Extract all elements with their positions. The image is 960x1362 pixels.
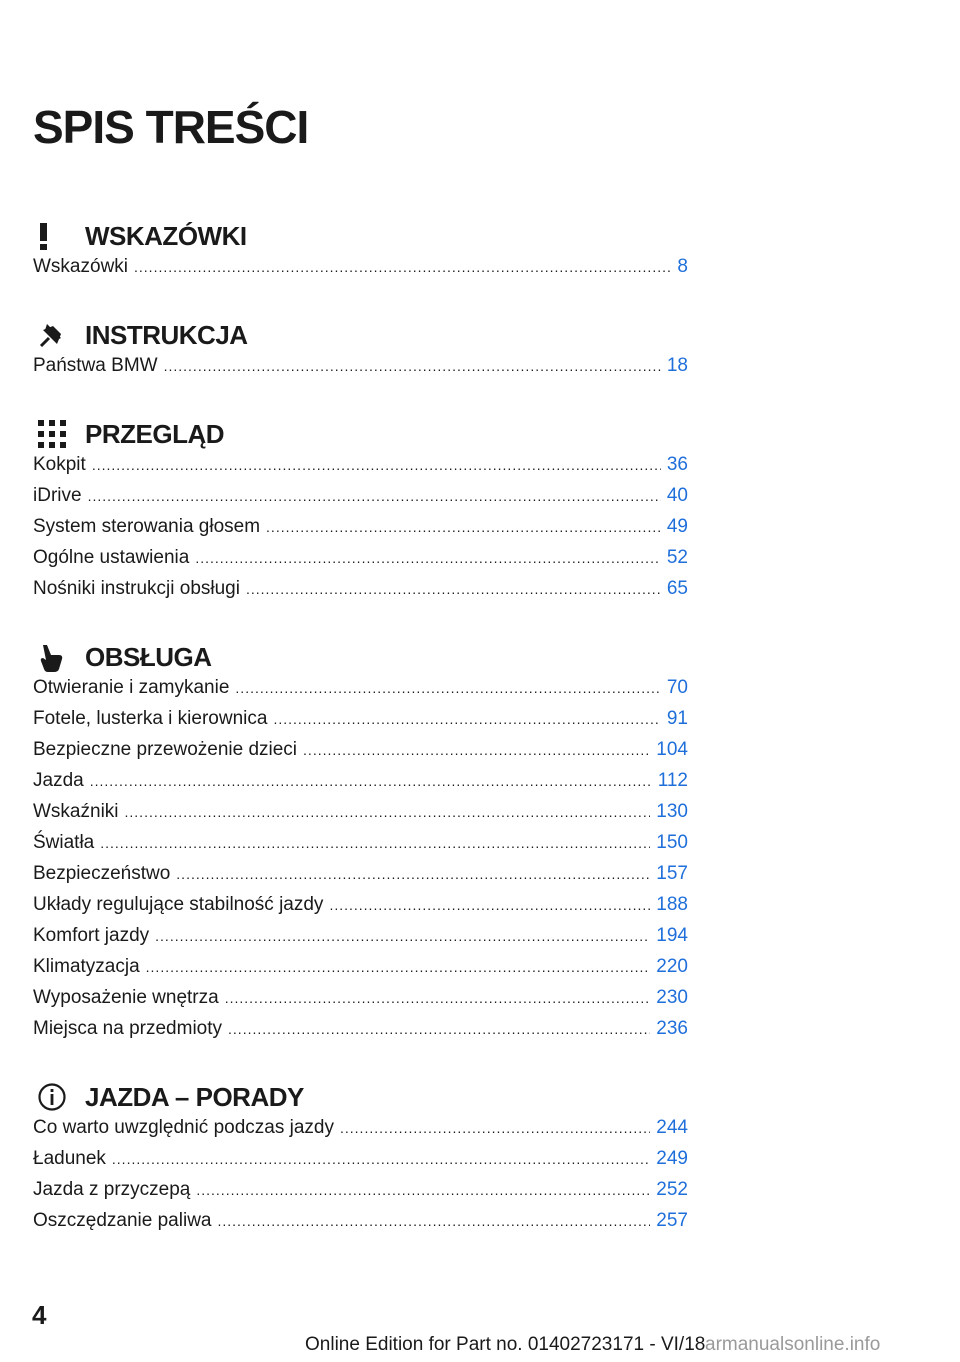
toc-entry[interactable] — [33, 256, 688, 287]
dot-leader — [164, 358, 661, 374]
toc-entry-title: Jazda — [33, 770, 84, 791]
dot-leader — [112, 1151, 650, 1167]
dot-leader — [246, 581, 661, 597]
hand-pointer-icon — [33, 641, 73, 673]
toc-entry[interactable] — [33, 454, 688, 485]
toc-entry-title: Otwieranie i zamykanie — [33, 677, 230, 698]
toc-entry[interactable] — [33, 832, 688, 863]
section-title: WSKAZÓWKI — [85, 220, 247, 251]
page-number: 4 — [32, 1300, 47, 1330]
dot-leader — [273, 711, 660, 727]
dot-leader — [217, 1213, 650, 1229]
toc-entry[interactable] — [33, 547, 688, 578]
toc-entry-page[interactable]: 230 — [656, 987, 688, 1008]
toc-entry-title: Klimatyzacja — [33, 956, 140, 977]
section-title: PRZEGLĄD — [85, 418, 224, 449]
toc-entry[interactable] — [33, 894, 688, 925]
toc-entry-title: Wyposażenie wnętrza — [33, 987, 219, 1008]
toc-entry-title: Ogólne ustawienia — [33, 547, 190, 568]
toc-entry[interactable] — [33, 1148, 688, 1179]
toc-entry-title: Światła — [33, 832, 95, 853]
toc-entry[interactable] — [33, 1117, 688, 1148]
section-obsluga — [33, 639, 688, 1049]
section-header — [33, 416, 688, 452]
info-circle-icon — [33, 1081, 73, 1113]
toc-entry-page[interactable]: 244 — [656, 1117, 688, 1138]
exclamation-icon — [33, 220, 73, 252]
dot-leader — [303, 742, 650, 758]
toc-entry[interactable] — [33, 770, 688, 801]
dot-leader — [134, 259, 671, 275]
section-jazda-porady — [33, 1079, 688, 1241]
toc-entry-title: System sterowania głosem — [33, 516, 261, 537]
toc-entry-title: Bezpieczeństwo — [33, 863, 171, 884]
dot-leader — [92, 457, 661, 473]
section-instrukcja — [33, 317, 688, 386]
table-of-contents — [33, 218, 688, 1241]
toc-entry-page[interactable]: 8 — [677, 256, 688, 277]
dot-leader — [225, 990, 651, 1006]
dot-leader — [90, 773, 652, 789]
toc-entry-title: Ładunek — [33, 1148, 106, 1169]
toc-entry-title: Kokpit — [33, 454, 86, 475]
pin-icon — [33, 319, 73, 351]
toc-entry[interactable] — [33, 355, 688, 386]
toc-entry-page[interactable]: 104 — [656, 739, 688, 760]
watermark: armanualsonline.info — [705, 1334, 881, 1355]
toc-entry-title: Wskaźniki — [33, 801, 119, 822]
toc-entry-page[interactable]: 130 — [656, 801, 688, 822]
toc-entry-title: Wskazówki — [33, 256, 129, 277]
toc-entry-title: Komfort jazdy — [33, 925, 150, 946]
toc-entry-page[interactable]: 52 — [666, 547, 688, 568]
toc-entry[interactable] — [33, 925, 688, 956]
dot-leader — [125, 804, 651, 820]
section-title: JAZDA – PORADY — [85, 1081, 304, 1112]
toc-entry-title: iDrive — [33, 485, 82, 506]
toc-entry-page[interactable]: 194 — [656, 925, 688, 946]
toc-entry-title: Układy regulujące stabilność jazdy — [33, 894, 324, 915]
toc-entry[interactable] — [33, 677, 688, 708]
edition-footer: Online Edition for Part no. 01402723171 - VI/18 — [305, 1334, 706, 1355]
toc-entry[interactable] — [33, 708, 688, 739]
toc-entry-page[interactable]: 91 — [666, 708, 688, 729]
section-header — [33, 218, 688, 254]
toc-entry[interactable] — [33, 578, 688, 609]
dot-leader — [100, 835, 650, 851]
toc-entry-page[interactable]: 18 — [666, 355, 688, 376]
toc-entry-page[interactable]: 157 — [656, 863, 688, 884]
toc-entry-page[interactable]: 65 — [666, 578, 688, 599]
dot-leader — [235, 680, 660, 696]
dot-leader — [176, 866, 650, 882]
toc-entry-page[interactable]: 257 — [656, 1210, 688, 1231]
toc-entry-title: Oszczędzanie paliwa — [33, 1210, 212, 1231]
dot-leader — [146, 959, 651, 975]
toc-entry[interactable] — [33, 739, 688, 770]
section-title: INSTRUKCJA — [85, 319, 248, 350]
toc-entry[interactable] — [33, 485, 688, 516]
toc-entry[interactable] — [33, 1018, 688, 1049]
dot-leader — [196, 1182, 650, 1198]
toc-entry[interactable] — [33, 987, 688, 1018]
toc-entry-title: Nośniki instrukcji obsługi — [33, 578, 240, 599]
toc-entry[interactable] — [33, 1179, 688, 1210]
section-header — [33, 317, 688, 353]
section-header — [33, 639, 688, 675]
dot-leader — [329, 897, 650, 913]
dot-leader — [228, 1021, 650, 1037]
toc-entry-page[interactable]: 112 — [657, 770, 688, 791]
toc-entry-page[interactable]: 252 — [656, 1179, 688, 1200]
toc-entry-page[interactable]: 249 — [656, 1148, 688, 1169]
toc-entry-page[interactable]: 70 — [666, 677, 688, 698]
toc-entry-page[interactable]: 188 — [656, 894, 688, 915]
toc-entry-page[interactable]: 150 — [656, 832, 688, 853]
toc-entry-page[interactable]: 40 — [666, 485, 688, 506]
section-title: OBSŁUGA — [85, 641, 212, 672]
toc-entry[interactable] — [33, 801, 688, 832]
toc-entry[interactable] — [33, 516, 688, 547]
toc-entry-page[interactable]: 236 — [656, 1018, 688, 1039]
toc-entry-title: Bezpieczne przewożenie dzieci — [33, 739, 298, 760]
toc-entry-title: Miejsca na przedmioty — [33, 1018, 223, 1039]
toc-entry-page[interactable]: 220 — [656, 956, 688, 977]
section-header — [33, 1079, 688, 1115]
dot-leader — [88, 488, 661, 504]
page-title: SPIS TREŚCI — [33, 101, 309, 153]
toc-entry-page[interactable]: 49 — [666, 516, 688, 537]
toc-entry[interactable] — [33, 956, 688, 987]
section-wskazowki — [33, 218, 688, 287]
toc-entry[interactable] — [33, 1210, 688, 1241]
dot-leader — [155, 928, 650, 944]
section-przeglad — [33, 416, 688, 609]
dot-leader — [195, 550, 661, 566]
dot-leader — [340, 1120, 650, 1136]
toc-entry[interactable] — [33, 863, 688, 894]
dot-leader — [266, 519, 661, 535]
toc-entry-page[interactable]: 36 — [666, 454, 688, 475]
toc-entry-title: Państwa BMW — [33, 355, 158, 376]
toc-entry-title: Co warto uwzględnić podczas jazdy — [33, 1117, 334, 1138]
toc-entry-title: Fotele, lusterka i kierownica — [33, 708, 268, 729]
grid-icon — [33, 418, 73, 450]
toc-entry-title: Jazda z przyczepą — [33, 1179, 191, 1200]
